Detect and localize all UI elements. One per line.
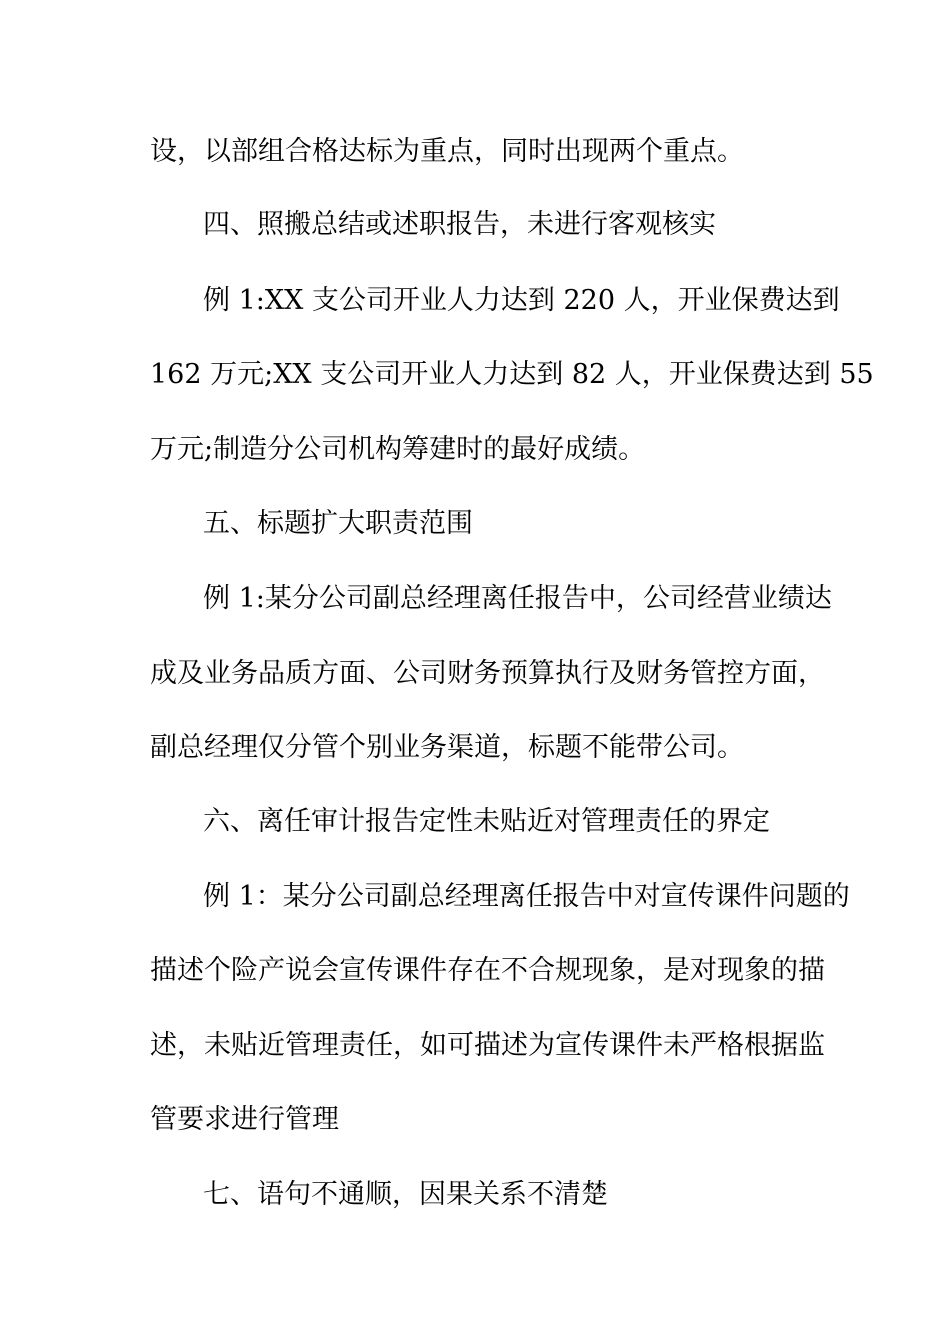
body-text-line: 述，未贴近管理责任，如可描述为宣传课件未严格根据监	[150, 1030, 825, 1061]
body-text-line: 162 万元;XX 支公司开业人力达到 82 人，开业保费达到 55	[150, 359, 874, 390]
section-heading-4: 四、照搬总结或述职报告，未进行客观核实	[203, 209, 716, 240]
body-text-line: 万元;制造分公司机构筹建时的最好成绩。	[150, 434, 646, 465]
section-heading-6: 六、离任审计报告定性未贴近对管理责任的界定	[203, 806, 770, 837]
example-line: 例 1：某分公司副总经理离任报告中对宣传课件问题的	[203, 881, 850, 912]
body-text-line: 副总经理仅分管个别业务渠道，标题不能带公司。	[150, 732, 744, 763]
example-line: 例 1:某分公司副总经理离任报告中，公司经营业绩达	[203, 583, 832, 614]
body-text-line: 管要求进行管理	[150, 1104, 339, 1135]
example-line: 例 1:XX 支公司开业人力达到 220 人，开业保费达到	[203, 285, 840, 316]
body-text-line: 成及业务品质方面、公司财务预算执行及财务管控方面，	[150, 658, 825, 689]
section-heading-5: 五、标题扩大职责范围	[203, 508, 473, 539]
body-text-line: 描述个险产说会宣传课件存在不合规现象，是对现象的描	[150, 955, 825, 986]
section-heading-7: 七、语句不通顺，因果关系不清楚	[203, 1179, 608, 1210]
body-text-line: 设，以部组合格达标为重点，同时出现两个重点。	[150, 136, 744, 167]
